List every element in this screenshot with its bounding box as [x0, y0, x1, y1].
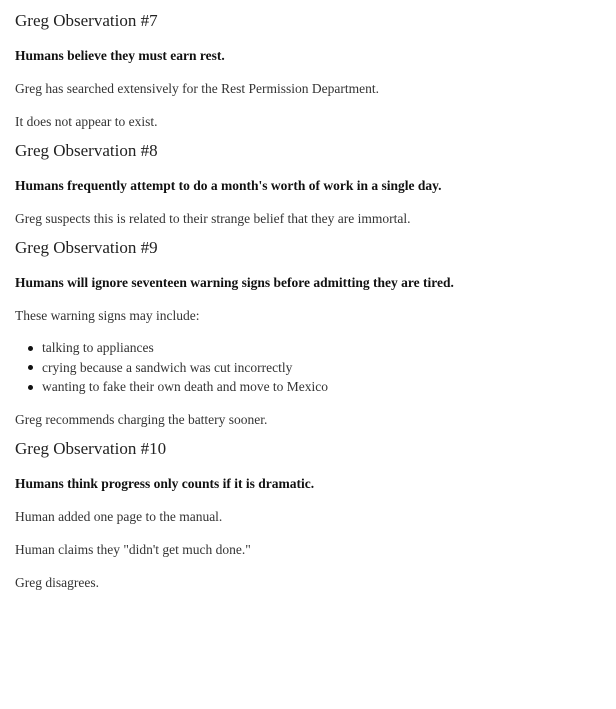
observation-9-title: Humans will ignore seventeen warning signs before admitting they are tired. — [15, 275, 454, 290]
list-item-text: crying because a sandwich was cut incorrectly — [42, 359, 293, 375]
observation-10-title: Humans think progress only counts if it is dramatic. — [15, 475, 315, 491]
observation-7-paragraph-2: It does not appear to exist. — [15, 114, 158, 129]
bullet-icon — [28, 346, 33, 351]
list-item — [15, 358, 616, 378]
observation-8-title: Humans frequently attempt to do a month's worth of work in a single day. — [15, 178, 442, 193]
observation-7-heading: Greg Observation #7 — [15, 11, 158, 30]
observation-8-paragraph-1: Greg suspects this is related to their strange belief that they are immortal. — [15, 211, 411, 226]
bullet-icon — [28, 365, 33, 370]
observation-7-paragraph-1: Greg has searched extensively for the Rest Permission Department. — [15, 81, 380, 96]
list-item-text: talking to appliances — [42, 340, 154, 355]
observation-7-title: Humans believe they must earn rest. — [15, 48, 225, 63]
list-item-text: wanting to fake their own death and move to Mexico — [42, 379, 329, 394]
observation-8-heading: Greg Observation #8 — [15, 141, 158, 160]
observation-10-heading: Greg Observation #10 — [15, 438, 167, 458]
observation-10-paragraph-1: Human added one page to the manual. — [15, 508, 223, 524]
list-item — [15, 338, 616, 358]
observation-9-intro: These warning signs may include: — [15, 308, 200, 323]
observation-10-paragraph-3: Greg disagrees. — [15, 574, 99, 590]
warning-signs-list — [15, 338, 616, 397]
list-item — [15, 377, 616, 397]
observation-10-paragraph-2: Human claims they "didn't get much done." — [15, 541, 251, 557]
observation-9-outro: Greg recommends charging the battery sooner. — [15, 411, 268, 427]
bullet-icon — [28, 385, 33, 390]
observation-9-heading: Greg Observation #9 — [15, 238, 158, 257]
